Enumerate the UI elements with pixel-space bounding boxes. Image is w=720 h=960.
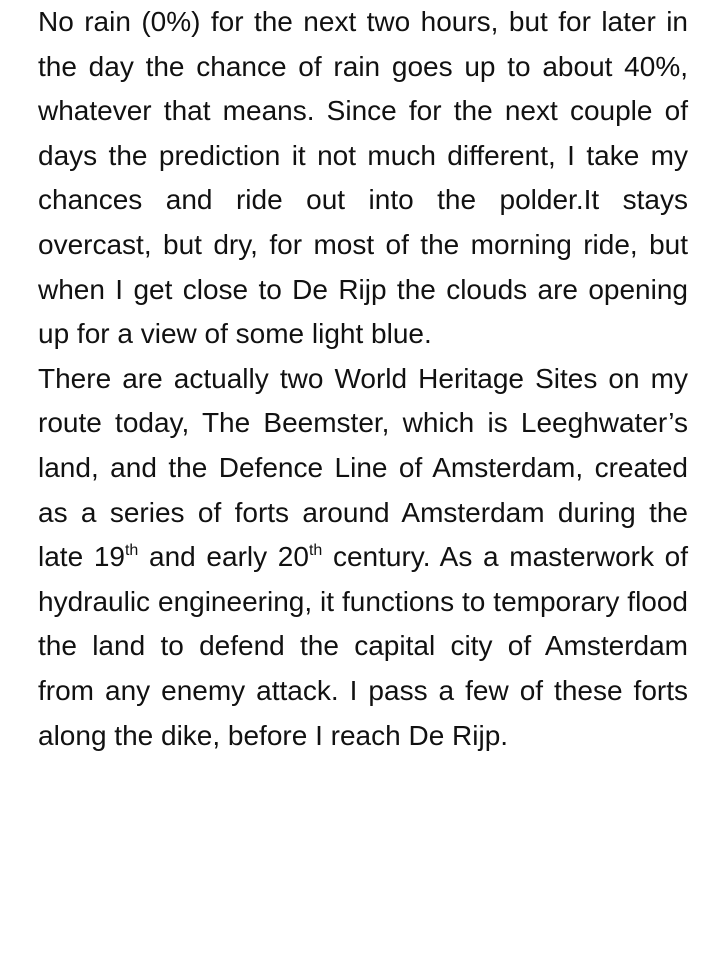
ordinal-suffix-20th: th	[308, 541, 323, 559]
paragraph-heritage-text-3: century. As a masterwork of hydraulic engineering, it functions to temporary flood the land to defend the capital city of Amsterdam from any enemy attack. I pass a few of these forts along the dike, before I reach De Rijp.	[38, 541, 688, 751]
paragraph-heritage-text-1: There are actually two World Heritage Sites on my route today, The Beemster, which is Leeghwater’s land, and the Defence Line of Amsterdam, created as a series of forts around Amsterdam during the late 19	[38, 362, 688, 573]
paragraph-weather: No rain (0%) for the next two hours, but for later in the day the chance of rain goes up to about 40%, whatever that means. Since for the next couple of days the prediction it not much different, I take my chances and ride out into the polder.It stays overcast, but dry, for most of the morning ride, but when I get close to De Rijp the clouds are opening up for a view of some light blue.	[38, 6, 688, 350]
document-page	[38, 0, 688, 758]
paragraph-heritage	[38, 357, 688, 758]
ordinal-suffix-19th: th	[124, 541, 139, 559]
paragraph-heritage-text-2: and early 20	[138, 541, 309, 573]
